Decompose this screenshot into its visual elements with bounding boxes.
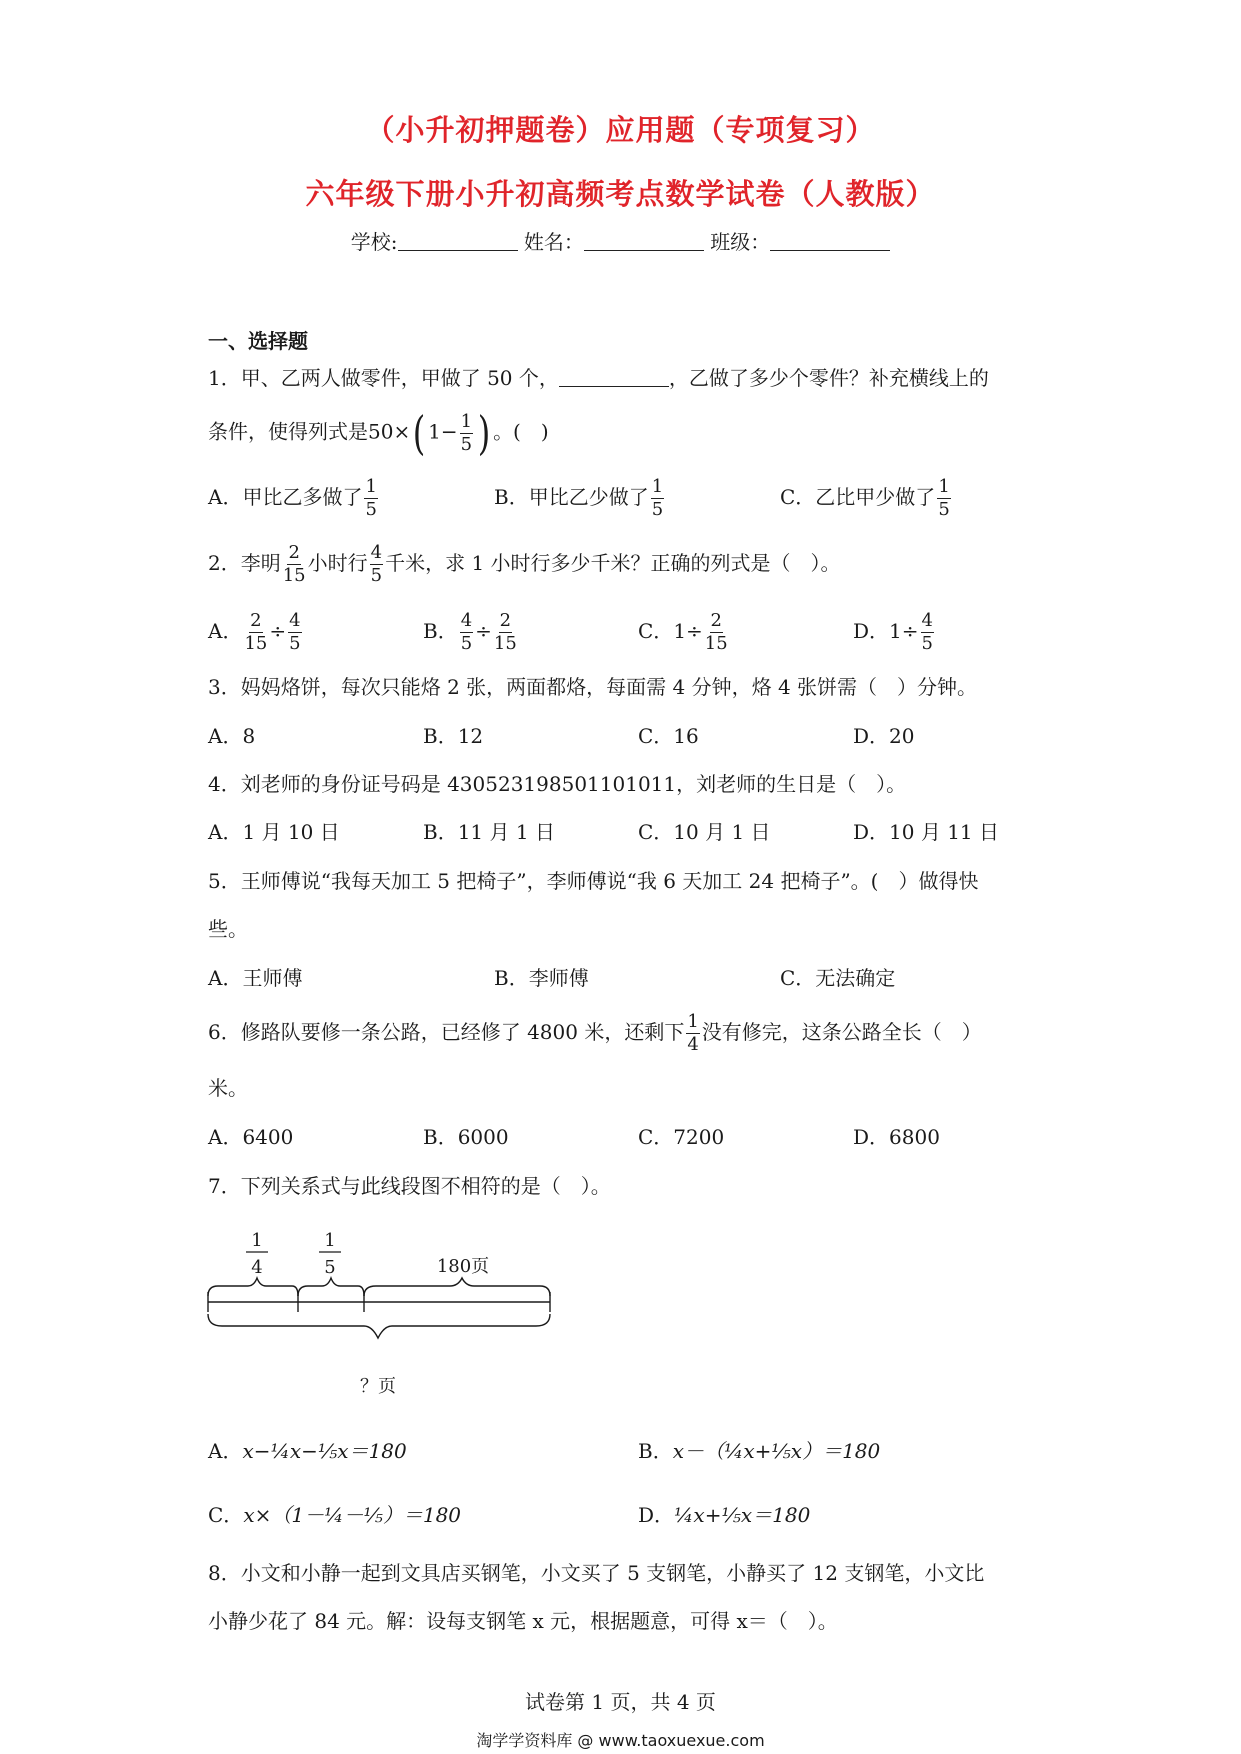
class-blank[interactable] — [770, 231, 890, 251]
diagram-frac1-num: 1 — [251, 1230, 263, 1251]
q1-fraction: $\frac{1}{5}$ — [460, 410, 473, 455]
q6-option-a[interactable]: A．6400 — [208, 1125, 294, 1149]
question-5-line-2: 些。 — [208, 917, 248, 941]
q3-option-b[interactable]: B．12 — [423, 724, 484, 748]
q1-text-d: 。( ) — [493, 419, 549, 444]
title-line-1: （小升初押题卷）应用题（专项复习） — [365, 113, 876, 147]
q1-text-a: 1．甲、乙两人做零件，甲做了 50 个， — [208, 366, 559, 390]
section-heading: 一、选择题 — [208, 329, 308, 353]
right-paren: ) — [477, 406, 491, 460]
q6-fraction: $\frac{1}{4}$ — [687, 1011, 699, 1055]
q7-option-c[interactable]: C．x×（1－¼－⅕）＝180 — [208, 1503, 462, 1527]
school-label: 学校: — [350, 230, 398, 254]
q1-expr-pre: 50× — [368, 419, 411, 444]
q4-option-b[interactable]: B．11 月 1 日 — [423, 820, 555, 844]
q1-option-a[interactable]: A．甲比乙多做了 $\frac{1}{5}$ — [208, 476, 377, 520]
q2-option-b[interactable]: B． $\frac{4}{5}$ ÷ $\frac{2}{15}$ — [423, 610, 517, 654]
q2-option-a[interactable]: A． $\frac{2}{15}$ ÷ $\frac{4}{5}$ — [208, 610, 301, 654]
question-3: 3．妈妈烙饼，每次只能烙 2 张，两面都烙，每面需 4 分钟，烙 4 张饼需（ ）分钟。 — [208, 675, 978, 699]
q6-text-a: 6．修路队要修一条公路，已经修了 4800 米，还剩下 — [208, 1020, 685, 1044]
question-8-line-2: 小静少花了 84 元。解：设每支钢笔 x 元，根据题意，可得 x＝（ ）。 — [208, 1609, 838, 1633]
class-label: 班级： — [710, 230, 771, 254]
question-6-line-2: 米。 — [208, 1076, 248, 1100]
q6-option-d[interactable]: D．6800 — [853, 1125, 940, 1149]
q4-option-c[interactable]: C．10 月 1 日 — [638, 820, 771, 844]
diagram-frac2-num: 1 — [324, 1230, 336, 1251]
question-4: 4．刘老师的身份证号码是 430523198501101011，刘老师的生日是（ ）。 — [208, 772, 907, 796]
question-6-line-1 — [208, 1013, 982, 1054]
name-blank[interactable] — [584, 231, 704, 251]
left-paren: ( — [412, 406, 426, 460]
q2-text-b: 小时行 — [307, 551, 368, 575]
question-8-line-1: 8．小文和小静一起到文具店买钢笔，小文买了 5 支钢笔，小静买了 12 支钢笔，小文比 — [208, 1561, 985, 1585]
q1-text-c: 条件，使得列式是 — [208, 419, 368, 444]
q3-option-c[interactable]: C．16 — [638, 724, 699, 748]
q7-option-b[interactable]: B．x－（¼x+⅕x）＝180 — [638, 1439, 881, 1463]
q1-option-b[interactable]: B．甲比乙少做了 $\frac{1}{5}$ — [494, 476, 664, 520]
q5-option-a[interactable]: A．王师傅 — [208, 966, 303, 990]
q2-fraction-1: $\frac{2}{15}$ — [282, 542, 306, 586]
q1-text-b: ，乙做了多少个零件？补充横线上的 — [668, 366, 989, 390]
brace-rest — [364, 1278, 550, 1296]
q6-option-c[interactable]: C．7200 — [638, 1125, 725, 1149]
q2-fraction-2: $\frac{4}{5}$ — [370, 542, 383, 586]
q1-expr-one: 1− — [428, 419, 458, 444]
question-2 — [208, 544, 841, 585]
q4-option-d[interactable]: D．10 月 11 日 — [853, 820, 1000, 844]
q2-option-d[interactable]: D．1÷ $\frac{4}{5}$ — [853, 610, 933, 654]
q5-option-b[interactable]: B．李师傅 — [494, 966, 589, 990]
diagram-frac1-den: 4 — [251, 1257, 263, 1278]
brace-fifth — [298, 1278, 364, 1296]
q3-option-a[interactable]: A．8 — [208, 724, 256, 748]
question-7: 7．下列关系式与此线段图不相符的是（ ）。 — [208, 1174, 611, 1198]
diagram-rest-label: 180页 — [436, 1256, 490, 1277]
q7-option-a[interactable]: A．x−¼x−⅕x＝180 — [208, 1439, 407, 1463]
q6-option-b[interactable]: B．6000 — [423, 1125, 509, 1149]
q2-option-c[interactable]: C．1÷ $\frac{2}{15}$ — [638, 610, 728, 654]
q5-option-c[interactable]: C．无法确定 — [780, 966, 896, 990]
q6-text-b: 没有修完，这条公路全长（ ） — [701, 1020, 982, 1044]
page-footer: 试卷第 1 页，共 4 页 — [525, 1690, 716, 1714]
brace-quarter — [208, 1278, 298, 1296]
q7-option-d[interactable]: D．¼x+⅕x＝180 — [638, 1503, 811, 1527]
question-1-line-2 — [208, 406, 549, 460]
q2-text-c: 千米，求 1 小时行多少千米？正确的列式是（ ）。 — [385, 551, 841, 575]
q1-option-c[interactable]: C．乙比甲少做了 $\frac{1}{5}$ — [780, 476, 950, 520]
line-segment-diagram — [200, 1228, 560, 1398]
question-1-line-1 — [208, 368, 989, 388]
q3-option-d[interactable]: D．20 — [853, 724, 915, 748]
question-5-line-1: 5．王师傅说“我每天加工 5 把椅子”，李师傅说“我 6 天加工 24 把椅子”。( ）做得快 — [208, 869, 979, 893]
school-blank[interactable] — [398, 231, 518, 251]
title-line-2: 六年级下册小升初高频考点数学试卷（人教版） — [305, 177, 936, 211]
q1-blank — [559, 369, 669, 387]
q4-option-a[interactable]: A．1 月 10 日 — [208, 820, 340, 844]
diagram-total-label: ？页 — [360, 1376, 396, 1397]
student-info — [0, 226, 1241, 255]
brace-total — [208, 1314, 550, 1338]
diagram-frac2-den: 5 — [324, 1257, 336, 1278]
name-label: 姓名： — [523, 230, 584, 254]
watermark: 淘学学资料库 @ www.taoxuexue.com — [476, 1731, 765, 1750]
q2-text-a: 2．李明 — [208, 551, 281, 575]
